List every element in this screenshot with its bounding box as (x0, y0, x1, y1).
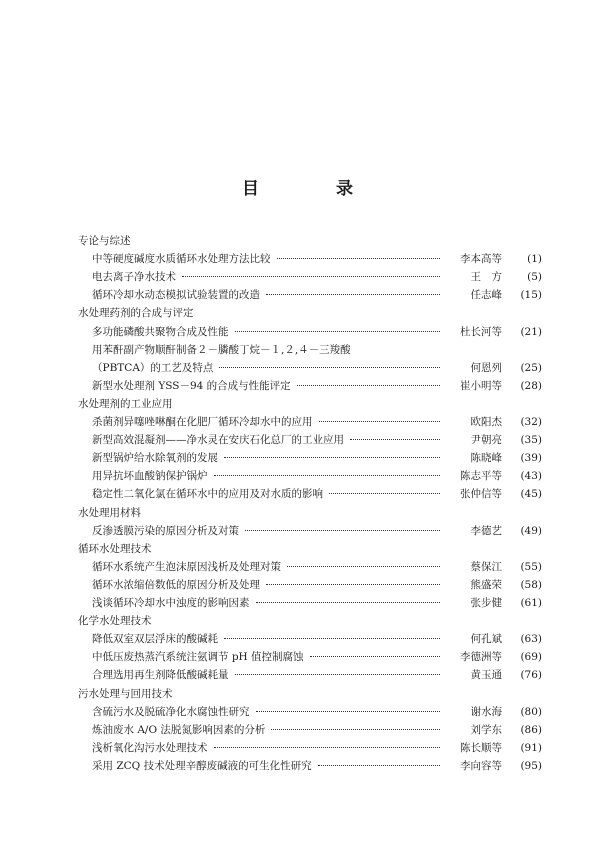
entry-page: (25) (520, 361, 542, 374)
entry-title: 杀菌剂异噻唑啉酮在化肥厂循环冷却水中的应用 (92, 416, 313, 428)
dot-leader (224, 457, 440, 458)
dot-leader (214, 475, 441, 476)
toc-entry[interactable] (92, 268, 542, 286)
dot-leader (266, 294, 440, 295)
entry-page: (49) (520, 524, 542, 537)
entry-page: (15) (520, 289, 542, 302)
entry-title: 循环水浓缩倍数低的原因分析及处理 (92, 578, 260, 591)
toc-entry[interactable] (92, 413, 542, 431)
entry-title: 用异抗坏血酸钠保护锅炉 (92, 470, 208, 483)
entry-page: (95) (520, 759, 542, 772)
entry-page: (55) (520, 560, 542, 573)
entry-page: (86) (520, 723, 542, 736)
entry-title: 循环水系统产生泡沫原因浅析及处理对策 (92, 560, 281, 573)
dot-leader (214, 747, 441, 748)
entry-title: 降低双室双层浮床的酸碱耗 (92, 633, 218, 646)
entry-author: 陈长顺等 (460, 741, 502, 754)
entry-author: 陈志平等 (460, 470, 502, 483)
entry-title: 稳定性二氧化氯在循环水中的应用及对水质的影响 (92, 488, 323, 501)
toc-entry[interactable] (92, 703, 542, 721)
entry-author: 谢水海 (470, 705, 502, 718)
dot-leader (350, 439, 440, 440)
toc-entry[interactable] (92, 341, 542, 359)
entry-page: (61) (520, 597, 542, 609)
toc-entry[interactable] (92, 558, 542, 576)
toc-entry[interactable] (92, 721, 542, 739)
entry-author: 尹朝亮 (470, 434, 502, 447)
entry-page: (28) (520, 379, 542, 392)
entry-title: 中低压废热蒸汽系统注氨调节 pH 值控制腐蚀 (92, 651, 304, 664)
dot-leader (271, 729, 440, 730)
entry-author: 李本高等 (460, 253, 502, 266)
section-title: 水处理药剂的合成与评定 (78, 307, 194, 320)
entry-author: 任志峰 (470, 289, 502, 302)
entry-author: 李德艺 (470, 524, 502, 537)
toc-entry[interactable] (92, 485, 542, 503)
dot-leader (235, 674, 441, 675)
dot-leader (297, 385, 440, 386)
toc-entry[interactable] (92, 250, 542, 268)
entry-author: 刘学东 (470, 723, 502, 736)
toc-entry[interactable] (92, 323, 542, 341)
entry-title: 浅析氧化沟污水处理技术 (92, 741, 208, 754)
entry-page: (45) (520, 488, 542, 501)
entry-page: (35) (520, 434, 542, 447)
entry-author: 李向容等 (460, 759, 502, 772)
dot-leader (219, 367, 440, 368)
entry-title: 循环冷却水动态模拟试验装置的改造 (92, 289, 260, 302)
dot-leader (256, 602, 441, 603)
dot-leader (318, 765, 440, 766)
toc-entry[interactable] (92, 286, 542, 304)
toc-entry[interactable] (92, 359, 542, 377)
section-title: 污水处理与回用技术 (78, 687, 173, 700)
toc-entry[interactable] (92, 449, 542, 467)
entry-author: 蔡保江 (470, 560, 502, 573)
dot-leader (287, 566, 440, 567)
entry-title: 含硫污水及脱硫净化水腐蚀性研究 (92, 705, 250, 718)
section-title: 循环水处理技术 (78, 542, 152, 555)
entry-title: 中等硬度碱度水质循环水处理方法比较 (92, 253, 271, 266)
dot-leader (310, 656, 440, 657)
entry-author: 崔小明等 (460, 379, 502, 392)
entry-title: 用苯酐副产物顺酐制备２－膦酸丁烷－１,２,４－三羧酸 (92, 343, 351, 356)
entry-author: 王 方 (470, 271, 502, 284)
dot-leader (329, 493, 440, 494)
toc-entry[interactable] (92, 377, 542, 395)
entry-title: 炼油废水 A/O 法脱氮影响因素的分析 (92, 723, 266, 736)
toc-entry[interactable] (92, 648, 542, 666)
entry-title: 合理选用再生剂降低酸碱耗量 (92, 669, 229, 682)
section-title: 专论与综述 (78, 235, 131, 247)
dot-leader (266, 584, 440, 585)
toc-entry[interactable] (92, 467, 542, 485)
entry-author: 欧阳杰 (470, 416, 502, 428)
entry-page: (91) (520, 741, 542, 754)
dot-leader (182, 276, 440, 277)
dot-leader (319, 421, 441, 422)
section-title: 化学水处理技术 (78, 615, 152, 628)
section-title: 水处理剂的工业应用 (78, 397, 173, 410)
dot-leader (224, 638, 440, 639)
dot-leader (235, 331, 441, 332)
toc-entry[interactable] (92, 576, 542, 594)
entry-author: 张步健 (470, 597, 502, 609)
entry-author: 陈晓峰 (470, 452, 502, 465)
entry-page: (32) (520, 416, 542, 428)
toc-entry[interactable] (92, 594, 542, 612)
entry-title: 新型锅炉给水除氧剂的发展 (92, 452, 218, 465)
entry-page: (21) (520, 325, 542, 338)
entry-author: 张仲信等 (460, 488, 502, 501)
entry-author: 何孔斌 (470, 633, 502, 646)
dot-leader (256, 711, 441, 712)
entry-page: (80) (520, 705, 542, 718)
entry-page: (1) (527, 253, 542, 266)
entry-author: 杜长河等 (460, 325, 502, 338)
entry-page: (76) (520, 669, 542, 682)
dot-leader (245, 530, 440, 531)
entry-page: (39) (520, 452, 542, 465)
toc-entry[interactable] (92, 757, 542, 775)
entry-title: 电去离子净水技术 (92, 271, 176, 284)
toc-entry[interactable] (92, 739, 542, 757)
entry-author: 李德洲等 (460, 651, 502, 664)
entry-page: (63) (520, 633, 542, 646)
entry-title: 新型高效混凝剂——净水灵在安庆石化总厂的工业应用 (92, 434, 344, 447)
toc-entry[interactable] (92, 630, 542, 648)
dot-leader (277, 258, 441, 259)
entry-title: 反渗透膜污染的原因分析及对策 (92, 524, 239, 537)
entry-page: (58) (520, 578, 542, 591)
entry-page: (5) (527, 271, 542, 284)
page-title: 目 录 (242, 179, 383, 199)
entry-title: （PBTCA）的工艺及特点 (92, 361, 214, 374)
toc-entry[interactable] (92, 666, 542, 684)
section-title: 水处理用材料 (78, 506, 141, 519)
entry-title: 采用 ZCQ 技术处理辛醇废碱液的可生化性研究 (92, 759, 312, 772)
toc-entry[interactable] (92, 431, 542, 449)
entry-author: 熊盛荣 (470, 578, 502, 591)
toc-entry[interactable] (92, 522, 542, 540)
entry-title: 浅谈循环冷却水中浊度的影响因素 (92, 597, 250, 609)
entry-page: (43) (520, 470, 542, 483)
entry-author: 黄玉通 (470, 669, 502, 682)
entry-author: 何恩列 (470, 361, 502, 374)
entry-title: 新型水处理剂 YSS－94 的合成与性能评定 (92, 379, 291, 392)
entry-title: 多功能磷酸共聚物合成及性能 (92, 325, 229, 338)
entry-page: (69) (520, 651, 542, 664)
